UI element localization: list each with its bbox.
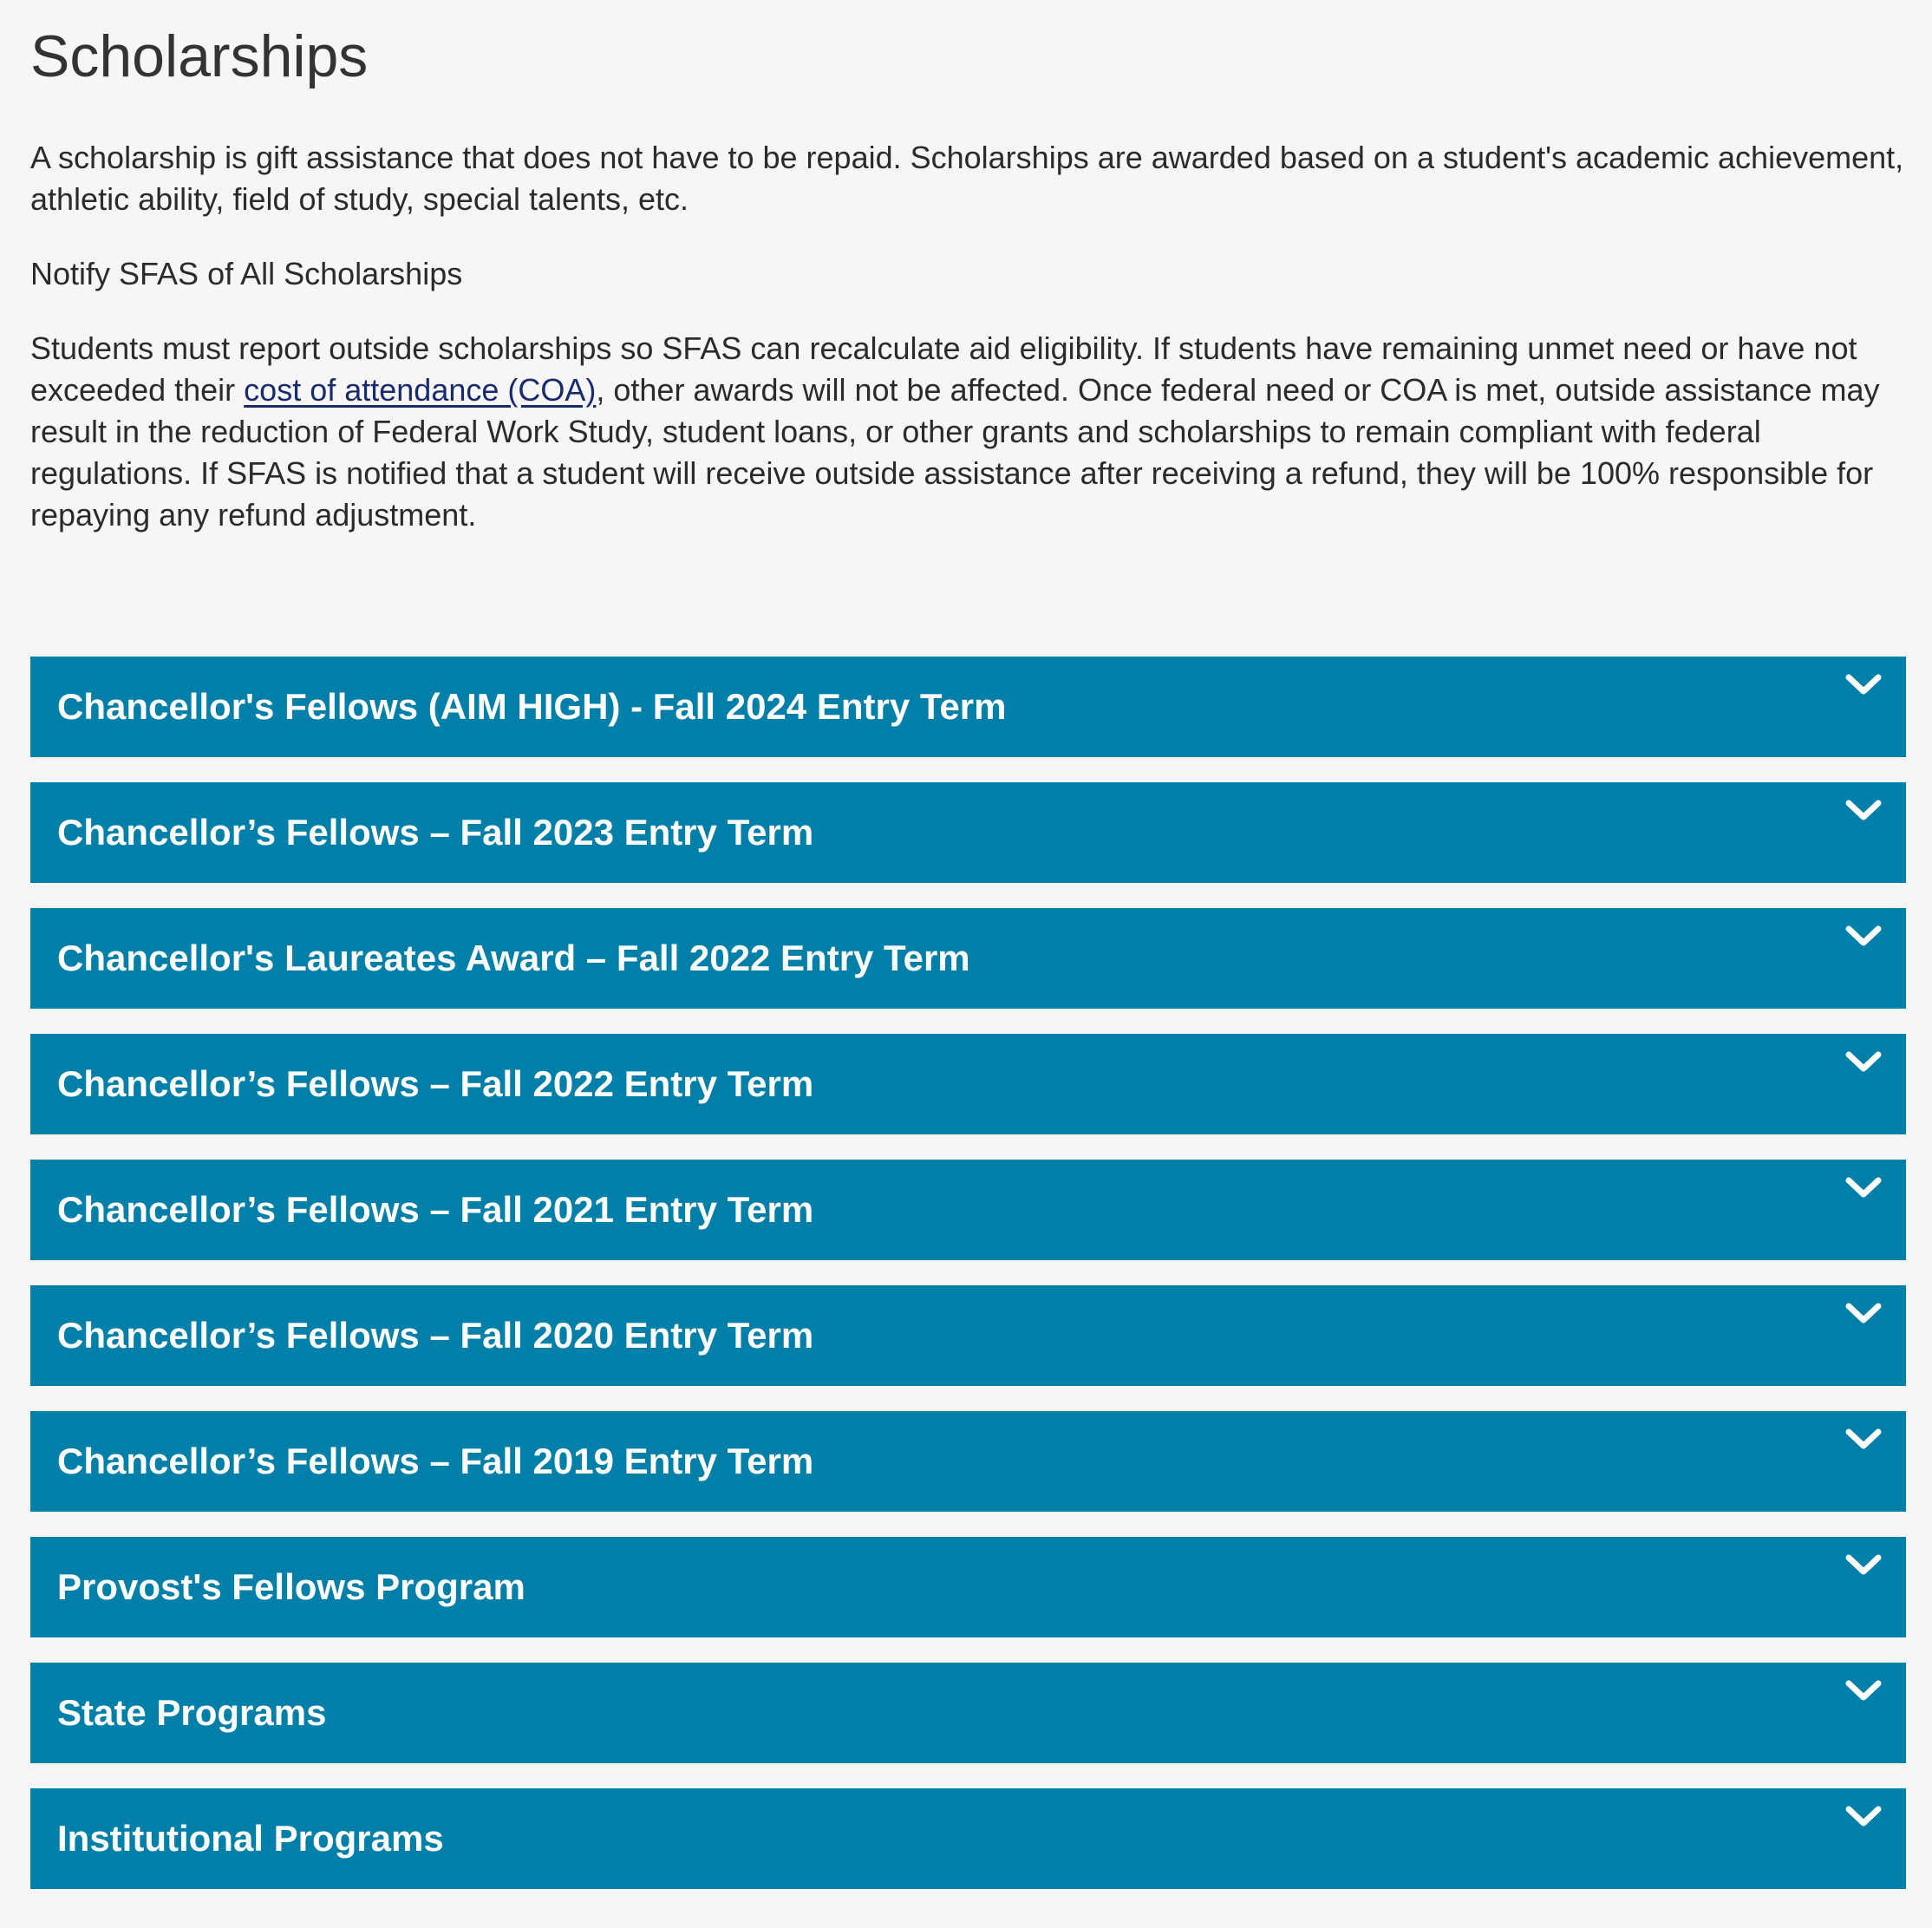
accordion-item-label: Chancellor’s Fellows – Fall 2020 Entry Term (57, 1315, 814, 1356)
accordion-item-chancellors-laureates-2022[interactable] (30, 908, 1906, 1009)
accordion-item-label: Chancellor’s Fellows – Fall 2023 Entry Term (57, 812, 814, 853)
accordion-item-chancellors-fellows-2022[interactable] (30, 1034, 1906, 1134)
chevron-down-icon (1844, 1428, 1883, 1468)
chevron-down-icon (1844, 1051, 1883, 1091)
accordion-item-label: Chancellor’s Fellows – Fall 2022 Entry Term (57, 1063, 814, 1104)
accordion-item-label: Chancellor’s Fellows – Fall 2019 Entry Term (57, 1441, 814, 1481)
accordion-item-label: Institutional Programs (57, 1818, 444, 1859)
report-text-before-link: Students must report outside scholarships so SFAS can recalculate aid eligibility. If students have remaining unmet need or have not exceeded their (30, 330, 1857, 408)
report-paragraph (30, 328, 1906, 536)
accordion-item-provosts-fellows[interactable] (30, 1537, 1906, 1637)
accordion-item-label: Chancellor's Fellows (AIM HIGH) - Fall 2024 Entry Term (57, 686, 1007, 727)
report-text-after-link: , other awards will not be affected. Once federal need or COA is met, outside assistance may result in the reduction of Federal Work Study, student loans, or other grants and scholarships to remain compliant with federal regulations. If SFAS is notified that a student will receive outside assistance after receiving a refund, they will be 100% responsible for repaying any refund adjustment. (30, 372, 1880, 533)
notify-heading: Notify SFAS of All Scholarships (30, 256, 463, 291)
chevron-down-icon (1844, 1680, 1883, 1720)
accordion-item-chancellors-fellows-aim-high-2024[interactable] (30, 657, 1906, 757)
accordion-item-label: Provost's Fellows Program (57, 1566, 525, 1607)
accordion-item-chancellors-fellows-2023[interactable] (30, 782, 1906, 883)
chevron-down-icon (1844, 1303, 1883, 1343)
accordion-item-chancellors-fellows-2020[interactable] (30, 1285, 1906, 1386)
accordion-item-institutional-programs[interactable] (30, 1788, 1906, 1889)
accordion-item-label: Chancellor’s Fellows – Fall 2021 Entry Term (57, 1189, 814, 1230)
cost-of-attendance-link[interactable]: cost of attendance (COA) (244, 372, 597, 408)
accordion-item-state-programs[interactable] (30, 1663, 1906, 1763)
chevron-down-icon (1844, 800, 1883, 840)
chevron-down-icon (1844, 674, 1883, 714)
chevron-down-icon (1844, 925, 1883, 965)
chevron-down-icon (1844, 1554, 1883, 1594)
accordion-item-chancellors-fellows-2019[interactable] (30, 1411, 1906, 1512)
chevron-down-icon (1844, 1177, 1883, 1217)
accordion-item-label: Chancellor's Laureates Award – Fall 2022 Entry Term (57, 938, 970, 978)
scholarship-accordion (30, 657, 1906, 1914)
main-content (30, 0, 1906, 536)
intro-paragraph: A scholarship is gift assistance that does not have to be repaid. Scholarships are awarded based on a student's academic achievement, athletic ability, field of study, special talents, etc. (30, 140, 1904, 217)
page-title: Scholarships (30, 23, 369, 89)
chevron-down-icon (1844, 1806, 1883, 1846)
accordion-item-chancellors-fellows-2021[interactable] (30, 1160, 1906, 1260)
accordion-item-label: State Programs (57, 1692, 327, 1733)
